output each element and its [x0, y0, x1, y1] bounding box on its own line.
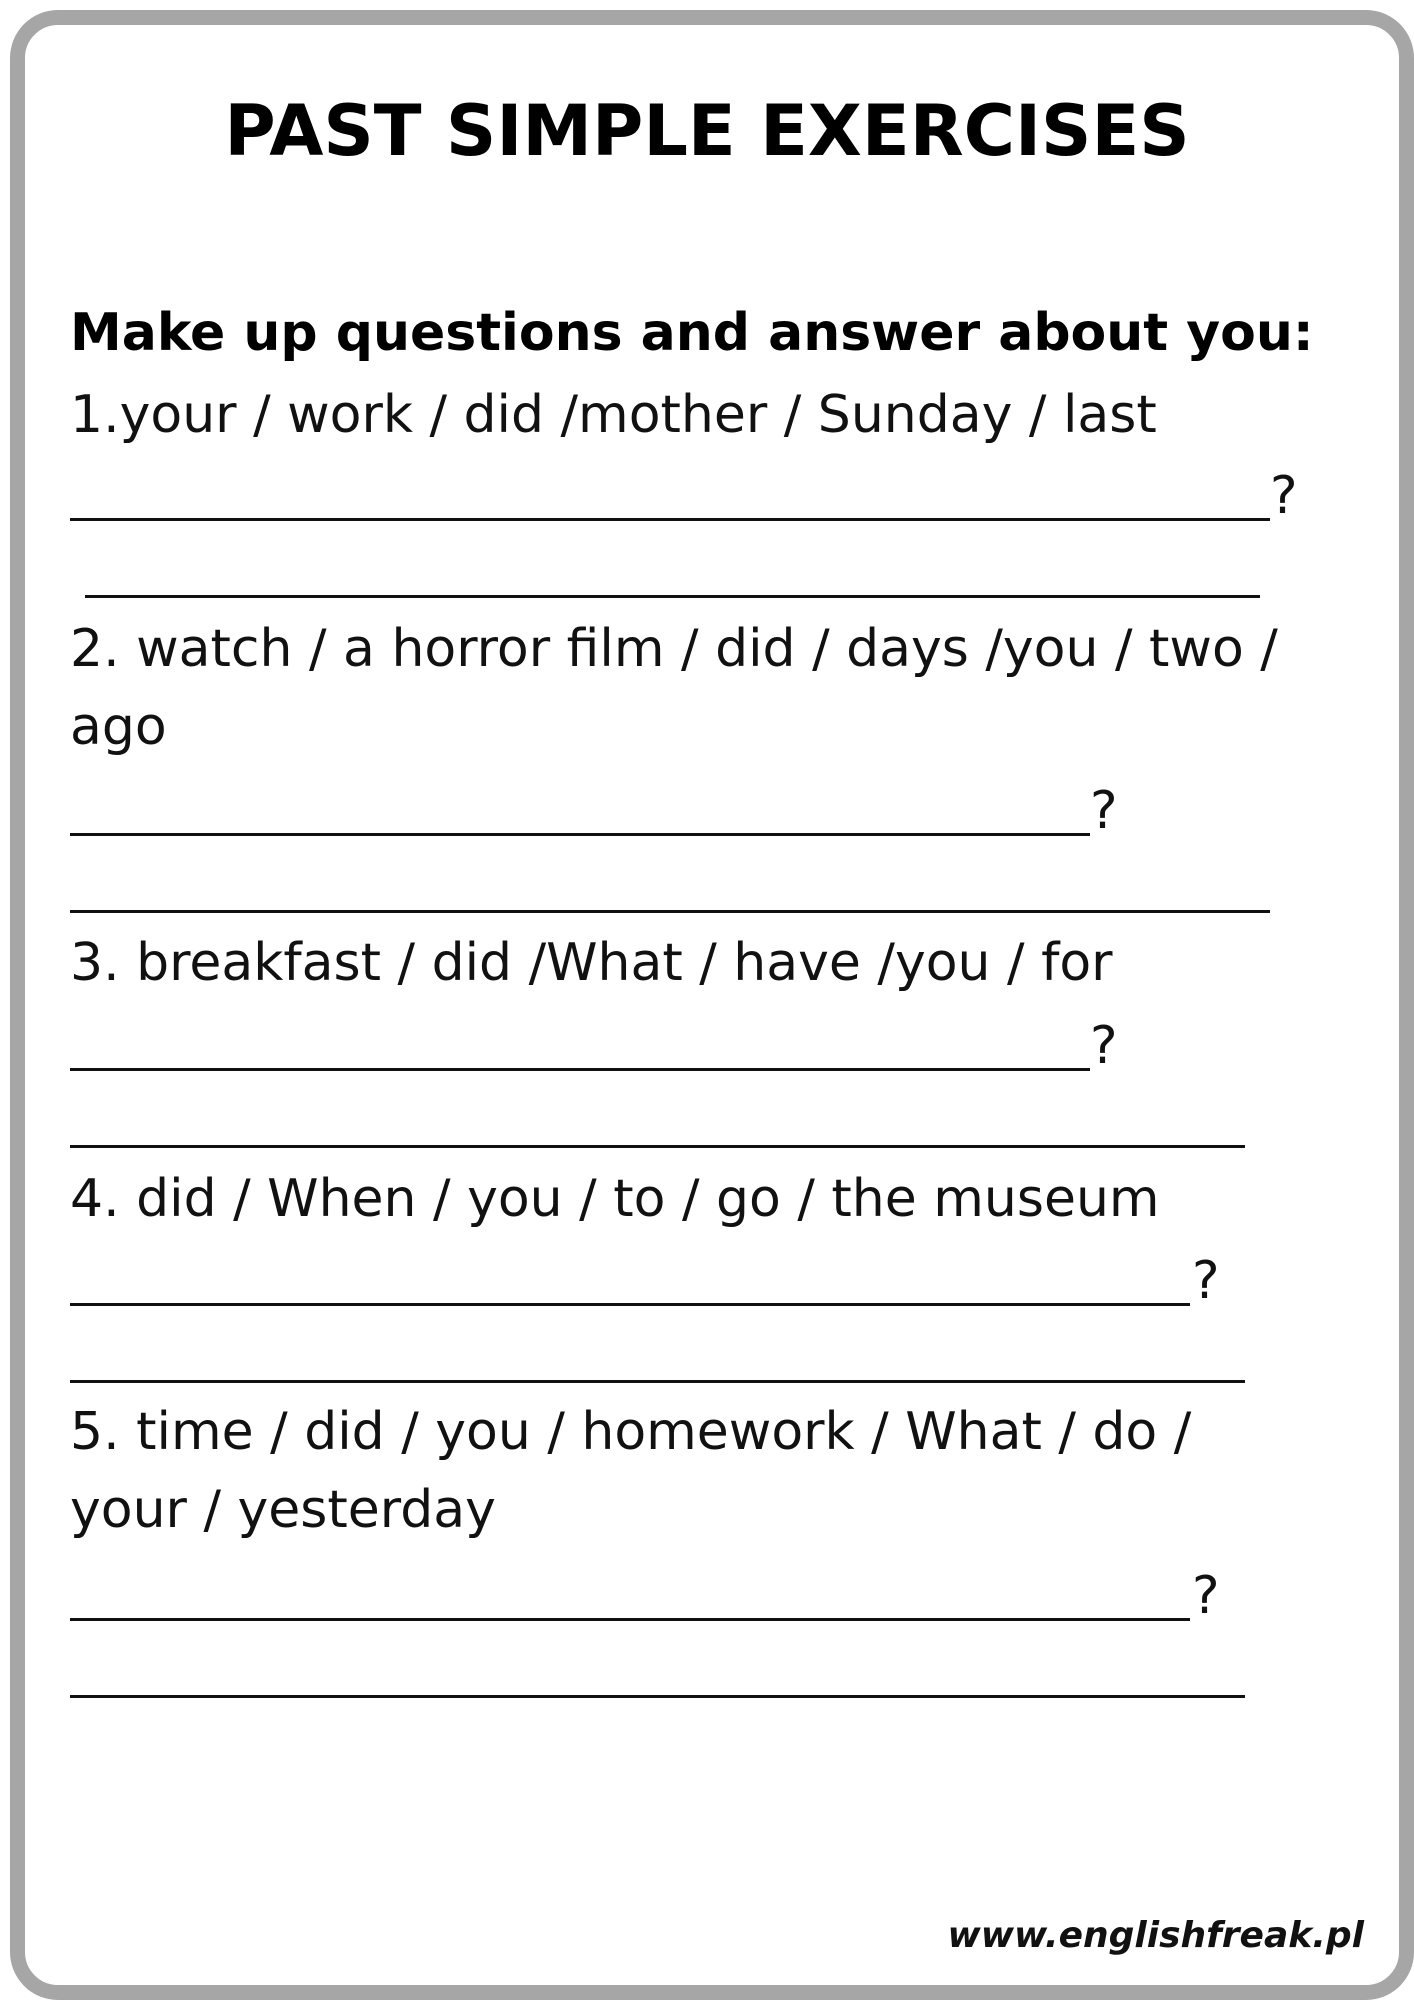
question-3-answer-line[interactable] — [70, 1068, 1090, 1071]
question-2-prompt: 2. watch / a horror film / did / days /you / two / — [70, 619, 1278, 679]
question-5-response-line[interactable] — [70, 1695, 1245, 1698]
page-title: PAST SIMPLE EXERCISES — [224, 90, 1190, 172]
question-5-answer-line[interactable] — [70, 1618, 1190, 1621]
question-1-response-line[interactable] — [85, 595, 1260, 598]
question-2-prompt-continued: ago — [70, 697, 167, 757]
question-3-question-mark: ? — [1090, 1016, 1118, 1076]
website-url: www.englishfreak.pl — [947, 1915, 1364, 1956]
question-1-answer-line[interactable] — [70, 518, 1270, 521]
question-3-response-line[interactable] — [70, 1145, 1245, 1148]
question-4-response-line[interactable] — [70, 1380, 1245, 1383]
question-2-answer-line[interactable] — [70, 833, 1090, 836]
question-2-question-mark: ? — [1090, 781, 1118, 841]
question-1-prompt: 1.your / work / did /mother / Sunday / last — [70, 385, 1157, 445]
question-5-prompt-continued: your / yesterday — [70, 1480, 496, 1540]
question-1-question-mark: ? — [1270, 466, 1298, 526]
question-2-response-line[interactable] — [70, 910, 1270, 913]
instruction-text: Make up questions and answer about you: — [70, 303, 1314, 363]
question-3-prompt: 3. breakfast / did /What / have /you / for — [70, 933, 1113, 993]
question-4-answer-line[interactable] — [70, 1303, 1190, 1306]
question-5-prompt: 5. time / did / you / homework / What / do / — [70, 1402, 1192, 1462]
question-4-prompt: 4. did / When / you / to / go / the museum — [70, 1169, 1160, 1229]
question-4-question-mark: ? — [1192, 1251, 1220, 1311]
question-5-question-mark: ? — [1192, 1566, 1220, 1626]
